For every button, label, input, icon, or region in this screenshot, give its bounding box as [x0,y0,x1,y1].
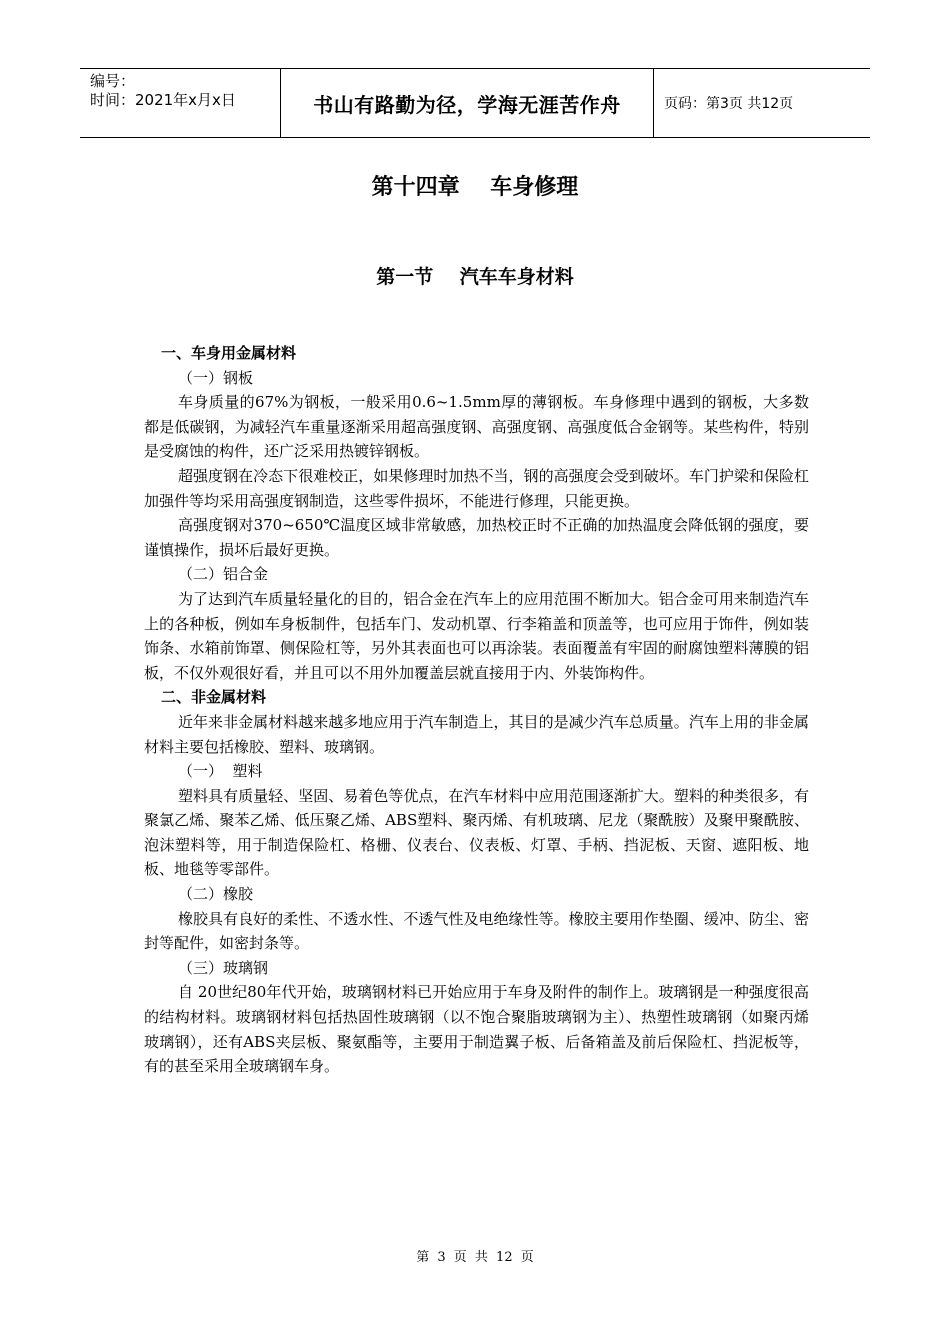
page-footer: 第 3 页 共 12 页 [416,1250,534,1265]
time-label: 时间：2021年x月x日 [90,91,236,109]
heading-level-2: （三）玻璃钢 [178,958,269,977]
paragraph: 车身质量的67%为钢板，一般采用0.6~1.5mm厚的薄钢板。车身修理中遇到的钢板，大多数都是低碳钢，为减轻汽车重量逐渐采用超高强度钢、高强度钢、高强度低合金钢等。某些构件，特别是受腐蚀的构件，还广泛采用热镀锌钢板。 [144,393,809,461]
heading-level-2: （一） 塑料 [178,762,263,781]
header-motto: 书山有路勤为径，学海无涯苦作舟 [281,69,654,137]
header-meta [80,69,281,137]
paragraph: 橡胶具有良好的柔性、不透水性、不透气性及电绝缘性等。橡胶主要用作垫圈、缓冲、防尘、密封等配件，如密封条等。 [144,909,809,953]
chapter-title: 第十四章 车身修理 [371,175,579,200]
paragraph: 超强度钢在冷态下很难校正，如果修理时加热不当，钢的高强度会受到破坏。车门护梁和保险杠加强件等均采用高强度钢制造，这些零件损坏，不能进行修理，只能更换。 [144,466,809,510]
paragraph: 高强度钢对370~650℃温度区域非常敏感，加热校正时不正确的加热温度会降低钢的强度，要谨慎操作，损坏后最好更换。 [144,516,809,559]
paragraph: 自 20世纪80年代开始，玻璃钢材料已开始应用于车身及附件的制作上。玻璃钢是一种强度很高的结构材料。玻璃钢材料包括热固性玻璃钢（以不饱合聚脂玻璃钢为主）、热塑性玻璃钢（如聚丙烯玻璃钢），还有ABS夹层板、聚氨酯等，主要用于制造翼子板、后备箱盖及前后保险杠、挡泥板等，有的甚至采用全玻璃钢车身。 [144,983,809,1076]
paragraph: 近年来非金属材料越来越多地应用于汽车制造上，其目的是减少汽车总质量。汽车上用的非金属材料主要包括橡胶、塑料、玻璃钢。 [144,712,809,756]
document-header [80,68,870,138]
header-page-info: 页码：第3页 共12页 [664,96,794,112]
number-label: 编号： [90,72,136,90]
heading-level-2: （二）橡胶 [178,885,254,904]
heading-level-2: （一）钢板 [178,368,254,387]
heading-level-2: （二）铝合金 [178,565,269,584]
heading-level-1: 二、非金属材料 [161,688,267,707]
paragraph: 为了达到汽车质量轻量化的目的，铝合金在汽车上的应用范围不断加大。铝合金可用来制造汽车上的各种板，例如车身板制件，包括车门、发动机罩、行李箱盖和顶盖等，也可应用于饰件，例如装饰条、水箱前饰罩、侧保险杠等，另外其表面也可以再涂装。表面覆盖有牢固的耐腐蚀塑料薄膜的铝板，不仅外观很好看，并且可以不用外加覆盖层就直接用于内、外装饰构件。 [144,589,809,682]
body-content [144,341,809,1079]
paragraph: 塑料具有质量轻、坚固、易着色等优点，在汽车材料中应用范围逐渐扩大。塑料的种类很多，有聚氯乙烯、聚苯乙烯、低压聚乙烯、ABS塑料、聚丙烯、有机玻璃、尼龙（聚酰胺）及聚甲聚酰胺、泡沫塑料等，用于制造保险杠、格栅、仪表台、仪表板、灯罩、手柄、挡泥板、天窗、遮阳板、地板、地毯等零部件。 [144,786,809,879]
heading-level-1: 一、车身用金属材料 [161,344,297,362]
section-title: 第一节 汽车车身材料 [376,266,574,288]
